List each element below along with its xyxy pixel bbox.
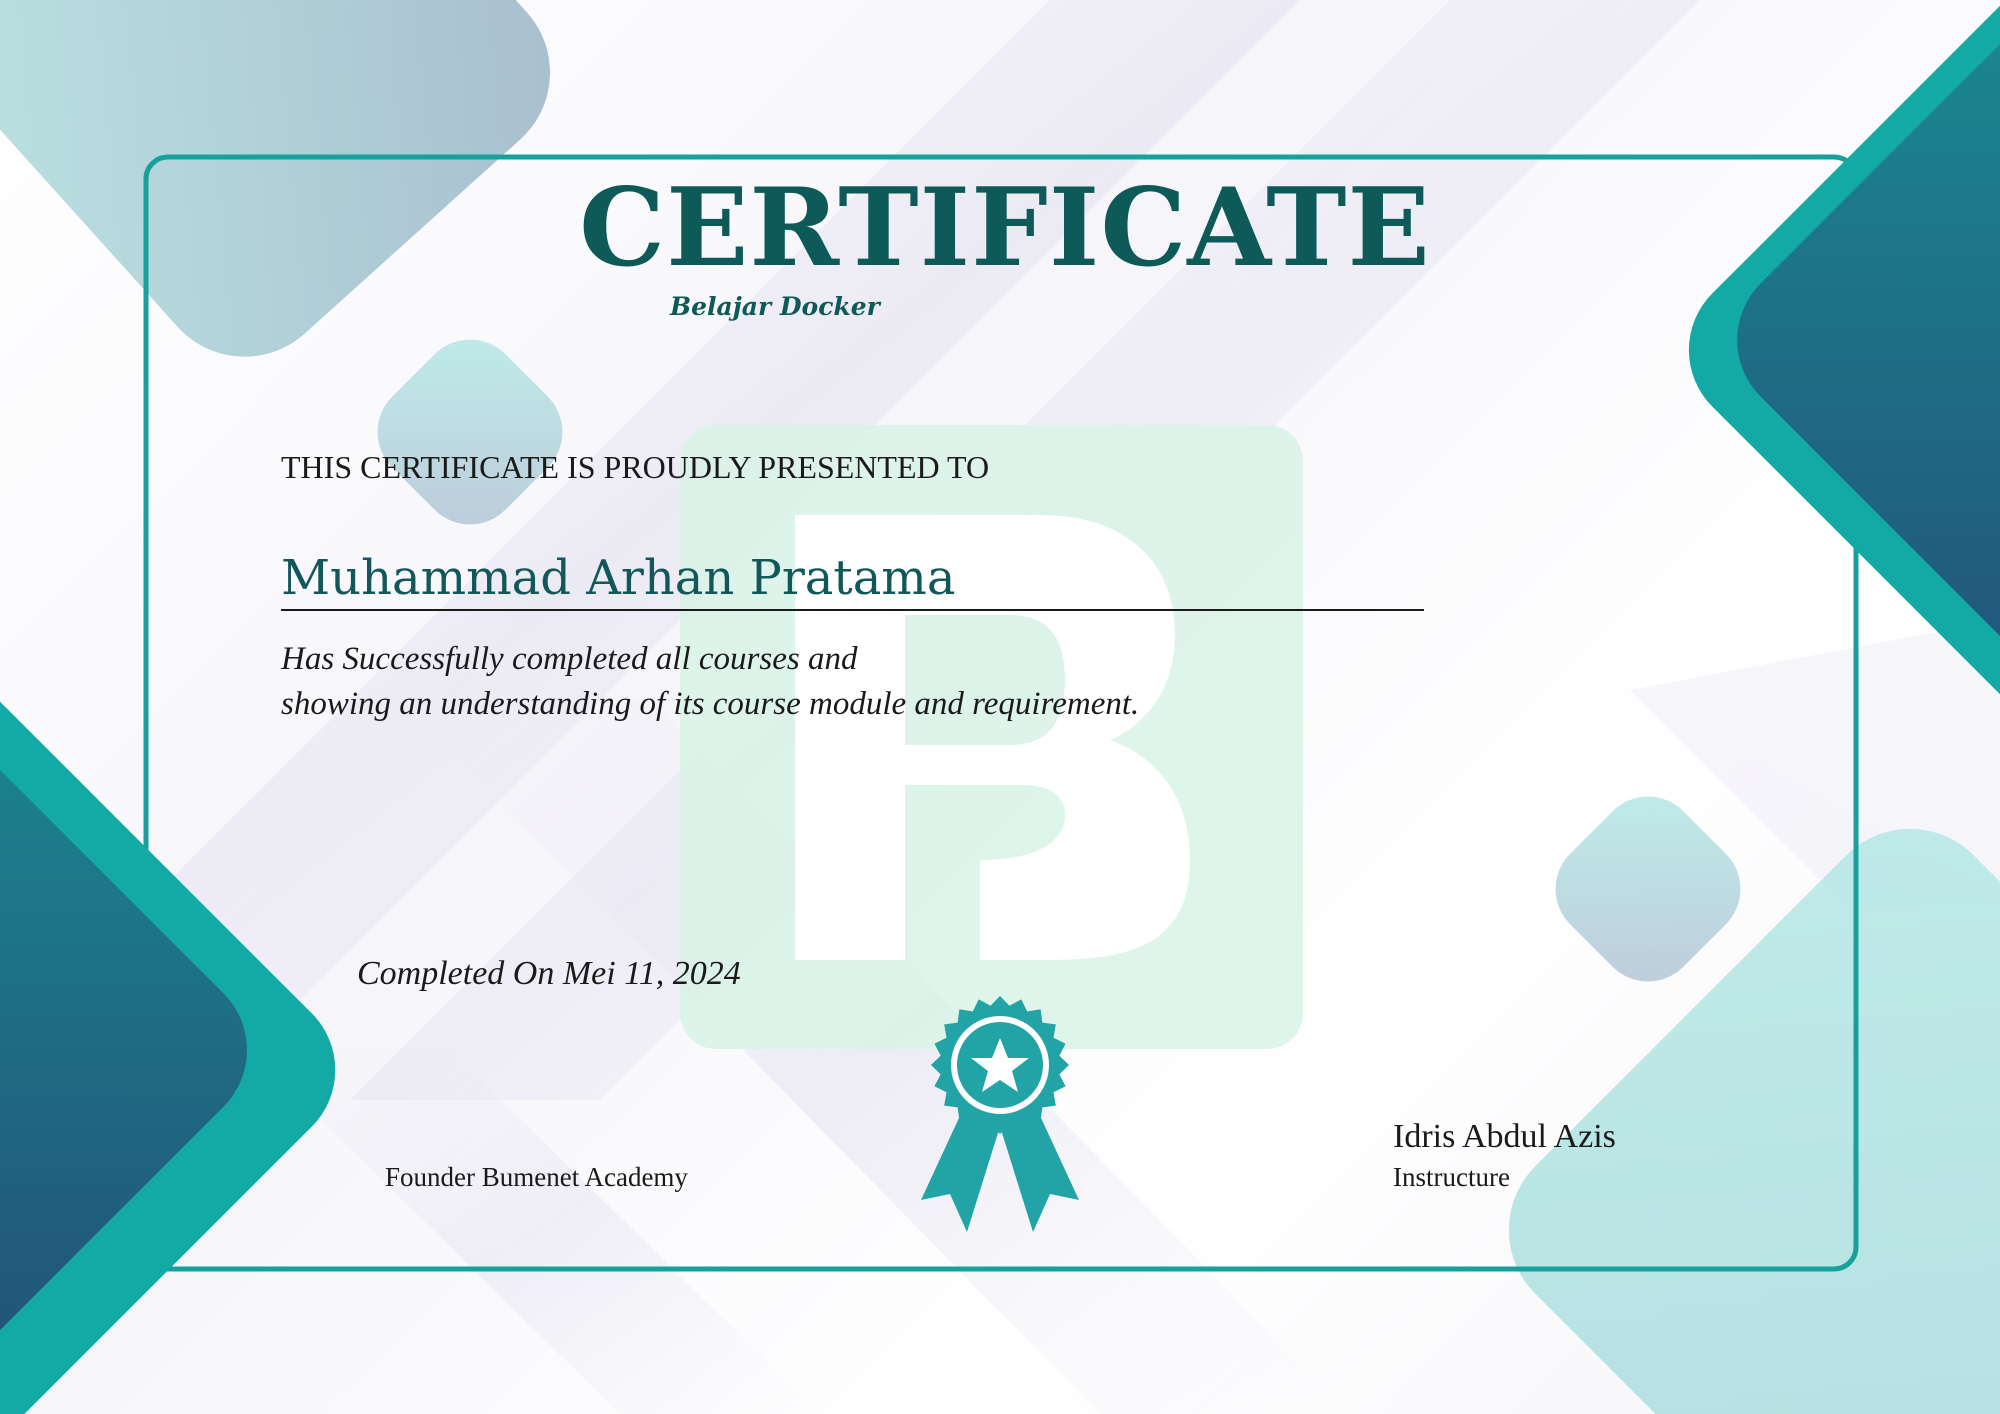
founder-signature-role: Founder Bumenet Academy (385, 1162, 688, 1192)
instructor-role: Instructure (1393, 1162, 1510, 1192)
recipient-name: Muhammad Arhan Pratama (281, 550, 956, 606)
shape-small-right (1535, 776, 1761, 1002)
watermark-logo (680, 425, 1303, 1049)
certificate-title: CERTIFICATE (579, 165, 1431, 291)
course-name: Belajar Docker (670, 292, 880, 321)
presented-to-label: THIS CERTIFICATE IS PROUDLY PRESENTED TO (281, 449, 990, 485)
instructor-name: Idris Abdul Azis (1393, 1118, 1616, 1155)
completion-date: Completed On Mei 11, 2024 (357, 955, 741, 992)
recipient-underline (281, 609, 1424, 611)
description-line-2: showing an understanding of its course module and requirement. (281, 686, 1140, 722)
description-line-1: Has Successfully completed all courses and (281, 641, 858, 677)
